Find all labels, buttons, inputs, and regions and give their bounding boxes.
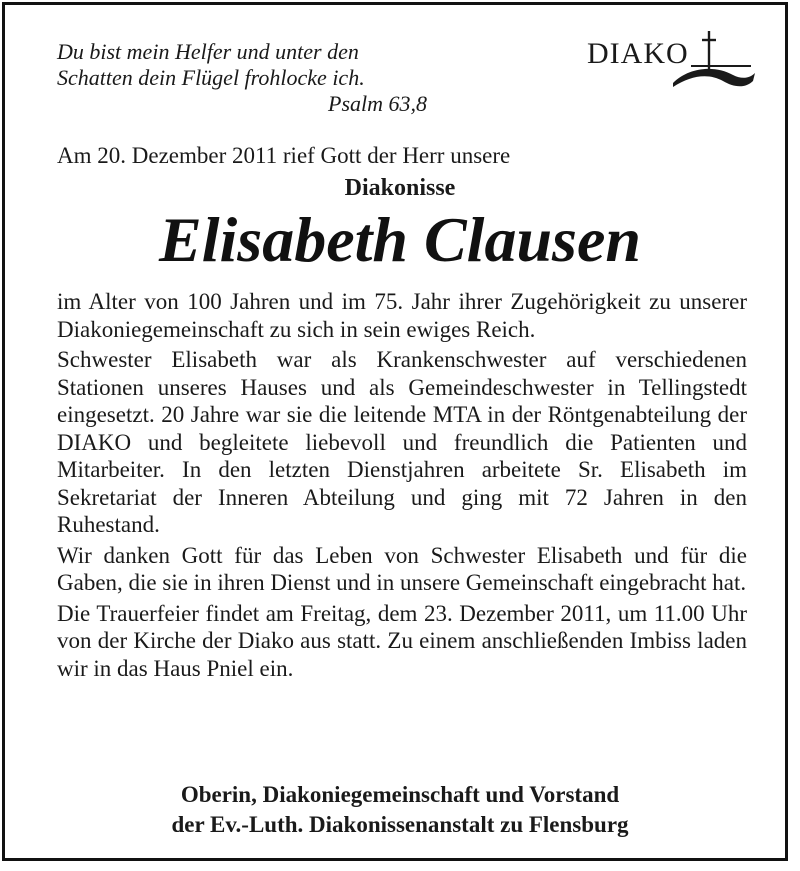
paragraph-funeral: Die Trauerfeier findet am Freitag, dem 23. Dezember 2011, um 11.00 Uhr von der Kirche der Diako aus statt. Zu einem anschließenden Imbiss laden wir in das Haus Pniel ein. — [57, 600, 747, 681]
notice-body — [57, 288, 747, 685]
verse-line-2: Schatten dein Flügel frohlocke ich. — [57, 65, 365, 90]
paragraph-career: Schwester Elisabeth war als Krankenschwester auf verschiedenen Stationen unseres Hauses und als Gemeindeschwester in Tellingstedt eingesetzt. 20 Jahre war sie die leitende MTA in der Röntgenabteilung der DIAKO und begleitete liebevoll und freundlich die Patienten und Mitarbeiter. In den letzten Dienstjahren arbeitete Sr. Elisabeth im Sekretariat der Inneren Abteilung und ging mit 72 Jahren in den Ruhestand. — [57, 347, 747, 537]
bible-verse — [57, 39, 427, 117]
signature-block — [5, 780, 795, 840]
signature-line-1: Oberin, Diakoniegemeinschaft und Vorstand — [180, 782, 620, 807]
obituary-notice — [2, 2, 788, 861]
verse-reference: Psalm 63,8 — [328, 91, 427, 116]
verse-line-1: Du bist mein Helfer und unter den — [57, 39, 359, 64]
diako-logo — [587, 29, 757, 99]
title-diakonisse: Diakonisse — [344, 175, 456, 201]
logo-text: DIAKO — [587, 37, 689, 70]
deceased-name: Elisabeth Clausen — [159, 204, 641, 275]
paragraph-age: im Alter von 100 Jahren und im 75. Jahr ihrer Zugehörigkeit zu unserer Diakoniegemeinschaft zu sich in sein ewiges Reich. — [57, 289, 747, 342]
intro-line: Am 20. Dezember 2011 rief Gott der Herr unsere — [57, 143, 511, 168]
signature-line-2: der Ev.-Luth. Diakonissenanstalt zu Flensburg — [171, 812, 629, 837]
paragraph-thanks: Wir danken Gott für das Leben von Schwester Elisabeth und für die Gaben, die sie in ihren Dienst und in unsere Gemeinschaft eingebracht hat. — [57, 542, 747, 595]
cross-boat-logo-icon — [671, 29, 757, 99]
